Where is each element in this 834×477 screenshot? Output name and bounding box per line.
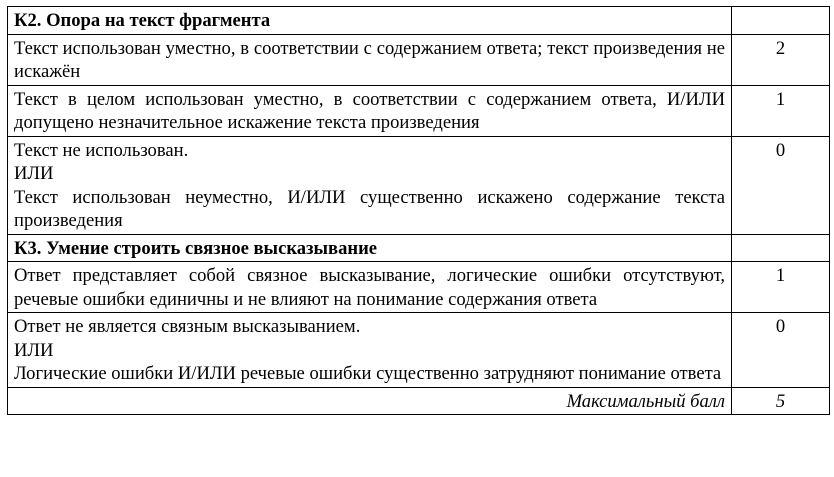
criterion-description xyxy=(8,136,732,234)
description-line: Текст использован неуместно, И/ИЛИ существенно искажено содержание текста произведения xyxy=(14,186,725,231)
score-value: 0 xyxy=(732,136,830,234)
criterion-description xyxy=(8,34,732,85)
criterion-description xyxy=(8,85,732,136)
description-line: Ответ представляет собой связное высказывание, логические ошибки отсутствуют, речевые ошибки единичны и не влияют на понимание содержания ответа xyxy=(14,265,725,310)
score-value: 1 xyxy=(732,262,830,313)
criterion-header-row xyxy=(8,7,830,35)
criteria-table xyxy=(7,6,830,415)
criterion-score-empty xyxy=(732,7,830,35)
criterion-score-empty xyxy=(732,234,830,262)
score-value: 1 xyxy=(732,85,830,136)
criterion-row xyxy=(8,313,830,388)
criterion-row xyxy=(8,262,830,313)
max-score-label: Максимальный балл xyxy=(8,387,732,415)
total-row xyxy=(8,387,830,415)
max-score-value: 5 xyxy=(732,387,830,415)
criterion-row xyxy=(8,34,830,85)
description-line: Текст не использован. xyxy=(14,139,189,161)
description-line: Логические ошибки И/ИЛИ речевые ошибки существенно затрудняют понимание ответа xyxy=(14,363,722,384)
score-value: 0 xyxy=(732,313,830,388)
criterion-description xyxy=(8,313,732,388)
criterion-row xyxy=(8,85,830,136)
criterion-title: К3. Умение строить связное высказывание xyxy=(8,234,732,262)
criterion-title: К2. Опора на текст фрагмента xyxy=(8,7,732,35)
score-value: 2 xyxy=(732,34,830,85)
description-line-or: ИЛИ xyxy=(14,339,54,361)
criterion-header-row xyxy=(8,234,830,262)
description-line-or: ИЛИ xyxy=(14,163,54,184)
criterion-row xyxy=(8,136,830,234)
description-line: Текст в целом использован уместно, в соответствии с содержанием ответа, И/ИЛИ допущено незначительное искажение текста произведения xyxy=(14,88,725,133)
criterion-description xyxy=(8,262,732,313)
description-line: Ответ не является связным высказыванием. xyxy=(14,316,361,337)
description-line: Текст использован уместно, в соответствии с содержанием ответа; текст произведения не искажён xyxy=(14,37,725,82)
